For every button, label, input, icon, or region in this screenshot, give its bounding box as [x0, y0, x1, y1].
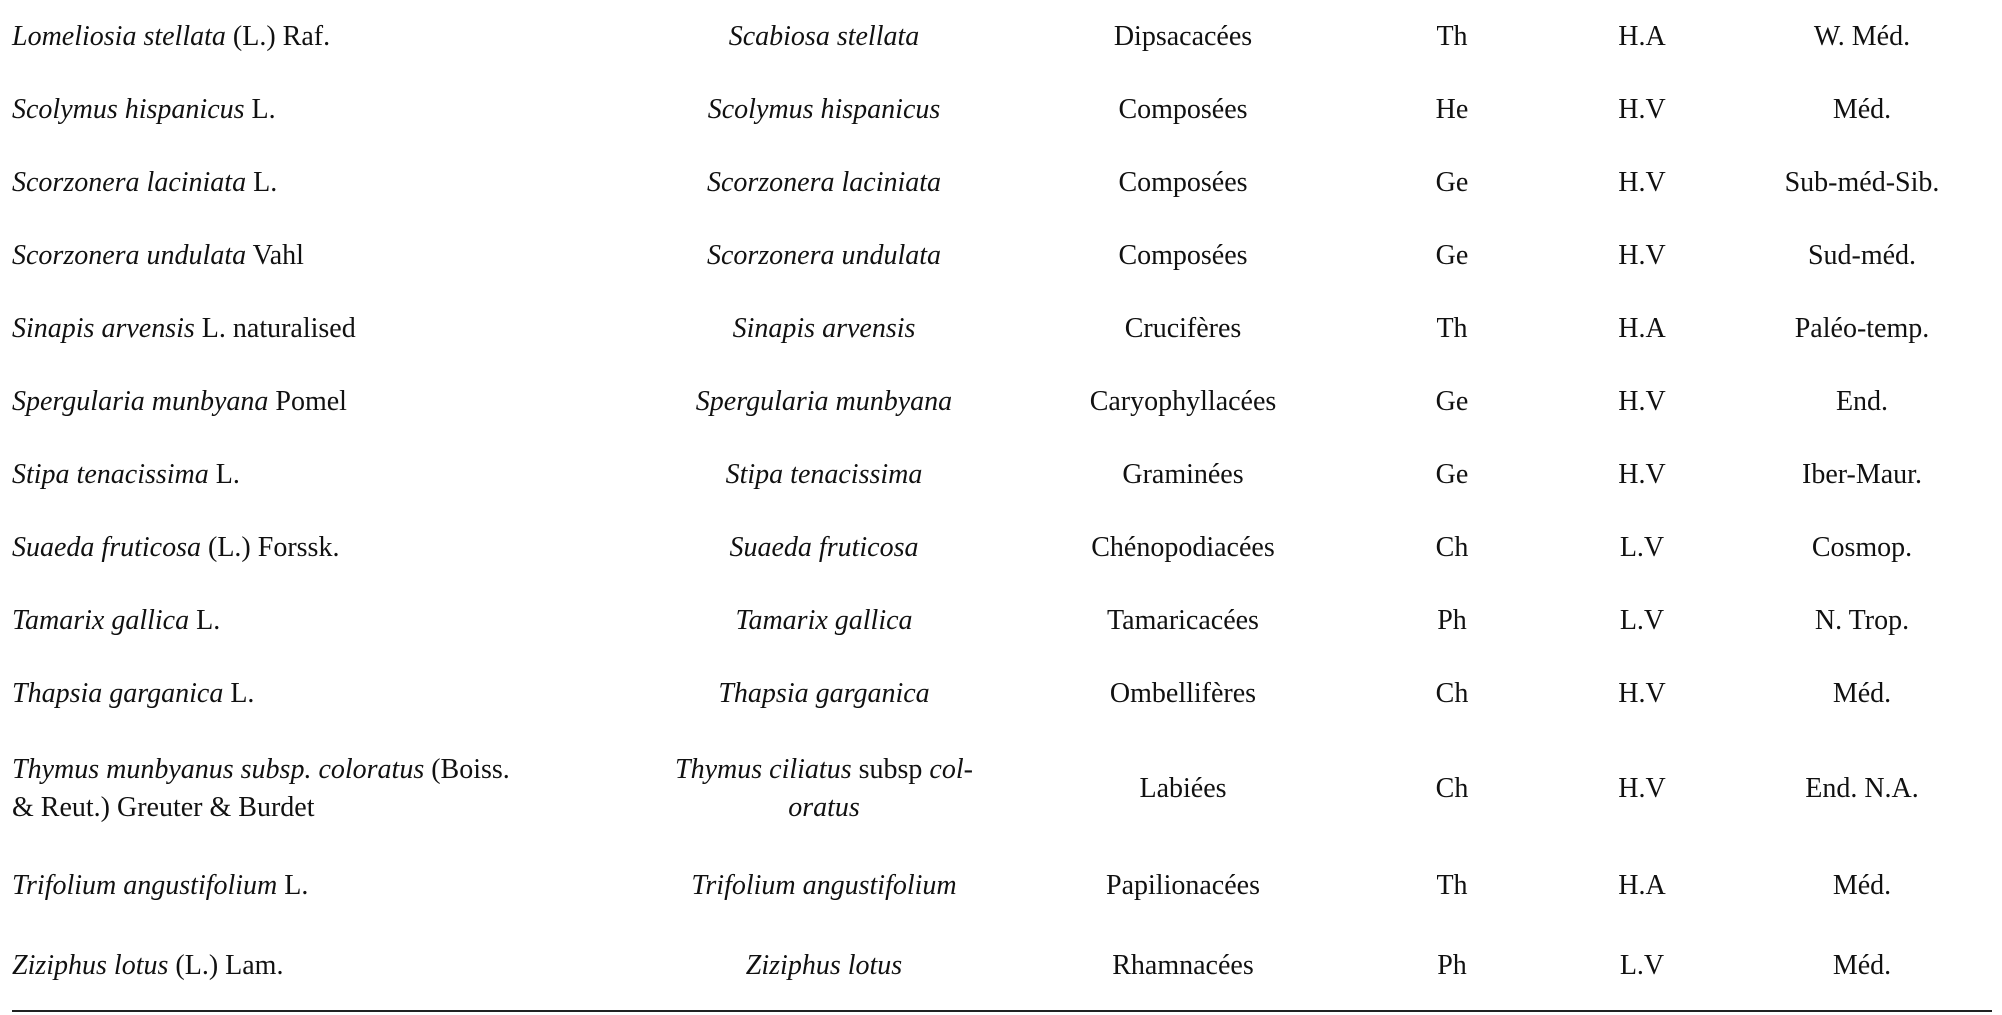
table-row [12, 219, 1992, 292]
family-cell: Composées [1118, 239, 1248, 271]
bio-type-cell: Ch [1435, 773, 1469, 804]
synonym-cell: Stipa tenacissima [725, 458, 923, 490]
bio-type-cell: Th [1436, 312, 1468, 344]
bio-type-cell: Ph [1437, 604, 1467, 636]
bio-type-cell: Ch [1435, 677, 1469, 709]
species-cell [12, 365, 634, 438]
species-authority: Vahl [246, 239, 304, 271]
synonym-cell: Sinapis arvensis [732, 312, 916, 344]
table-row [12, 292, 1992, 365]
table-row [12, 923, 1992, 1009]
family-cell: Chénopodiacées [1091, 531, 1275, 563]
chorology-cell: W. Méd. [1813, 20, 1911, 52]
species-cell [12, 438, 634, 511]
table-row [12, 584, 1992, 657]
species-name: Tamarix gallica [12, 604, 190, 636]
species-authority: L. [244, 93, 276, 125]
species-name: Ziziphus lotus [12, 950, 169, 981]
species-authority: L. [208, 458, 240, 490]
chorology-cell: Cosmop. [1811, 531, 1913, 563]
chorology-cell: End. [1835, 385, 1889, 417]
species-authority: L. [189, 604, 221, 636]
species-authority: (L.) Forssk. [201, 531, 340, 563]
chorology-cell: Iber-Maur. [1802, 458, 1922, 490]
species-name: Suaeda fruticosa [12, 531, 201, 563]
table-row [12, 657, 1992, 730]
bio-type-cell: Th [1436, 869, 1468, 901]
chorology-cell: Sub-méd-Sib. [1784, 166, 1940, 198]
synonym-cell: Scolymus hispanicus [707, 93, 941, 125]
species-name: Scolymus hispanicus [12, 93, 245, 125]
family-cell: Tamaricacées [1107, 604, 1259, 636]
species-name: Lomeliosia stellata [12, 20, 226, 52]
species-cell [12, 511, 634, 584]
morpho-cell: H.V [1618, 239, 1666, 271]
species-cell [12, 584, 634, 657]
morpho-cell: H.V [1618, 166, 1666, 198]
synonym-cell: Scorzonera laciniata [706, 166, 942, 198]
synonym-cell: Tamarix gallica [735, 604, 913, 636]
family-cell: Caryophyllacées [1089, 385, 1277, 417]
table-body [12, 0, 1992, 1009]
synonym-cell: Spergularia munbyana [695, 385, 953, 417]
synonym-cell: Trifolium angustifolium [691, 869, 957, 901]
table-row [12, 511, 1992, 584]
morpho-cell: H.V [1618, 385, 1666, 417]
species-cell [12, 0, 634, 73]
species-authority-continued: & Reut.) Greuter & Burdet [12, 792, 315, 823]
species-cell [12, 292, 634, 365]
family-cell: Rhamnacées [1112, 950, 1254, 981]
table-row [12, 0, 1992, 73]
species-cell [12, 657, 634, 730]
species-name: Trifolium angustifolium [12, 869, 278, 901]
species-name: Scorzonera undulata [12, 239, 247, 271]
species-cell [12, 848, 634, 923]
species-name: Sinapis arvensis [12, 312, 195, 344]
bio-type-cell: He [1435, 93, 1469, 125]
synonym-rank: subsp [851, 754, 930, 785]
chorology-cell: Méd. [1832, 869, 1892, 901]
chorology-cell: Sud-méd. [1807, 239, 1917, 271]
morpho-cell: H.V [1618, 458, 1666, 490]
family-cell: Papilionacées [1106, 869, 1260, 901]
morpho-cell: H.A [1618, 869, 1666, 901]
species-name: Stipa tenacissima [12, 458, 209, 490]
bio-type-cell: Th [1436, 20, 1468, 52]
species-table [12, 0, 1992, 1009]
species-authority: L. naturalised [194, 312, 356, 344]
bio-type-cell: Ge [1435, 166, 1469, 198]
species-cell [12, 219, 634, 292]
species-cell [12, 73, 634, 146]
species-authority: (L.) Lam. [168, 950, 284, 981]
morpho-cell: H.A [1618, 20, 1666, 52]
species-table-container [12, 0, 1992, 1009]
synonym-epithet: col- [929, 754, 973, 785]
bio-type-cell: Ph [1437, 950, 1467, 981]
morpho-cell: H.V [1618, 773, 1666, 804]
table-row [12, 146, 1992, 219]
morpho-cell: H.A [1618, 312, 1666, 344]
morpho-cell: L.V [1619, 950, 1665, 981]
species-name: Spergularia munbyana [12, 385, 269, 417]
family-cell: Crucifères [1124, 312, 1242, 344]
bio-type-cell: Ge [1435, 458, 1469, 490]
table-row [12, 73, 1992, 146]
synonym-cell: Ziziphus lotus [745, 950, 903, 981]
table-row [12, 848, 1992, 923]
chorology-cell: Méd. [1832, 93, 1892, 125]
family-cell: Labiées [1139, 773, 1227, 804]
chorology-cell: Paléo-temp. [1794, 312, 1930, 344]
bio-type-cell: Ge [1435, 385, 1469, 417]
morpho-cell: H.V [1618, 677, 1666, 709]
species-authority: L. [223, 677, 255, 709]
synonym-cell: Thapsia garganica [718, 677, 930, 709]
chorology-cell: N. Trop. [1814, 604, 1910, 636]
synonym-cell: Scorzonera undulata [706, 239, 942, 271]
species-cell [12, 730, 634, 848]
morpho-cell: L.V [1619, 604, 1665, 636]
table-bottom-rule [12, 1010, 1992, 1012]
bio-type-cell: Ch [1435, 531, 1469, 563]
species-authority: Pomel [268, 385, 347, 417]
chorology-cell: Méd. [1832, 677, 1892, 709]
species-authority: L. [246, 166, 278, 198]
morpho-cell: L.V [1619, 531, 1665, 563]
synonym-name: Thymus ciliatus [675, 754, 852, 785]
species-name: Scorzonera laciniata [12, 166, 247, 198]
family-cell: Composées [1118, 166, 1248, 198]
family-cell: Composées [1118, 93, 1248, 125]
family-cell: Dipsacacées [1113, 20, 1253, 52]
table-row [12, 730, 1992, 848]
synonym-cell: Suaeda fruticosa [729, 531, 919, 563]
family-cell: Ombellifères [1109, 677, 1257, 709]
synonym-epithet-continued: oratus [788, 792, 860, 823]
species-cell [12, 923, 634, 1009]
species-name: Thapsia garganica [12, 677, 224, 709]
bio-type-cell: Ge [1435, 239, 1469, 271]
species-authority: (Boiss. [424, 754, 510, 785]
morpho-cell: H.V [1618, 93, 1666, 125]
species-name: Thymus munbyanus subsp. coloratus [12, 754, 425, 785]
species-cell [12, 146, 634, 219]
family-cell: Graminées [1122, 458, 1244, 490]
synonym-cell: Scabiosa stellata [728, 20, 920, 52]
chorology-cell: Méd. [1832, 950, 1892, 981]
species-authority: L. [277, 869, 309, 901]
table-row [12, 438, 1992, 511]
table-row [12, 365, 1992, 438]
synonym-cell [634, 730, 1014, 848]
chorology-cell: End. N.A. [1805, 773, 1919, 804]
species-authority: (L.) Raf. [225, 20, 331, 52]
